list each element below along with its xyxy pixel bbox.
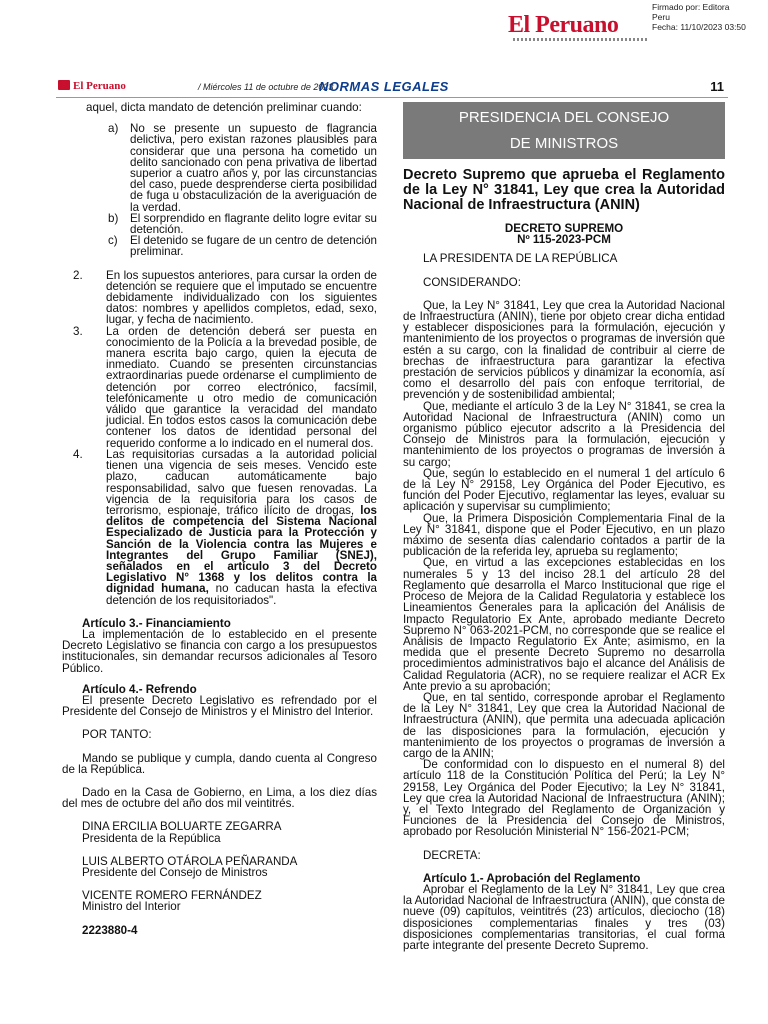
considerando-paragraph: Que, la Ley N° 31841, Ley que crea la Autoridad Nacional de Infraestructura (ANIN), tiene por objeto crear dicha entidad y establecer disposiciones para la formulación, ejecución y mantenimiento de los proyectos o programas de inversión que estén a su cargo, con la finalidad de contribuir al cierre de brechas de infraestructura para garantizar la efectiva prestación de servicios públicos y dinamizar la economía, así como el desarrollo del país con enfoque territorial, de prevención y de sostenibilidad ambiental; — [403, 298, 725, 402]
considerando-paragraph: Que, la Primera Disposición Complementaria Final de la Ley N° 31841, dispone que el Poder Ejecutivo, en un plazo máximo de sesenta días calendario contados a partir de la publicación de la referida ley, aprueba su reglamento; — [403, 511, 725, 559]
coat-of-arms-icon — [58, 80, 70, 90]
banner-line: DE MINISTROS — [509, 135, 619, 152]
article-4-title: Artículo 4.- Refrendo — [82, 682, 197, 696]
article-3-title: Artículo 3.- Financiamiento — [82, 616, 231, 630]
numbered-item-2: 2. En los supuestos anteriores, para cursar la orden de detención se requiere que el imputado se encuentre debidamente individualizado con los siguientes datos: nombres y apellidos completos, edad, sexo, lugar, y fecha de nacimiento. — [73, 268, 377, 327]
considerando-label: CONSIDERANDO: — [423, 275, 521, 289]
numbered-item-3: 3. La orden de detención deberá ser puesta en conocimiento de la Policía a la brevedad posible, de manera escrita bajo cargo, quien la ejecuta de inmediato. Cuando se presenten circunstancias extraordinarias puede ordenarse el cumplimiento de detención por correo electrónico, facsímil, telefónicamente u otro medio de comunicación válido que garantice la veracidad del mandato judicial. En todos estos casos la comunicación debe contener los datos de identidad personal del requerido conforme a lo indicado en el numeral dos. — [73, 324, 377, 450]
right-column — [403, 102, 725, 951]
signature-line: Firmado por: Editora — [652, 2, 730, 12]
article-3-text: La implementación de lo establecido en el presente Decreto Legislativo se financia con cargo a los presupuestos institucionales, sin demandar recursos adicionales al Tesoro Público. — [62, 627, 377, 675]
header-logo-text: El Peruano — [73, 80, 126, 92]
top-bar — [0, 0, 768, 50]
signature-line: Fecha: 11/10/2023 03:50 — [652, 22, 746, 32]
signatory-name: DINA ERCILIA BOLUARTE ZEGARRA — [82, 820, 282, 834]
intro-text: aquel, dicta mandato de detención preliminar cuando: — [86, 101, 362, 114]
decree-number: Nº 115-2023-PCM — [517, 233, 611, 247]
sub-item-a: a) No se presente un supuesto de flagrancia delictiva, pero existan razones plausibles para considerar que una persona ha cometido un delito sancionado con pena privativa de libertad superior a cuatro años y, por las circunstancias del caso, puede desprenderse cierta posibilidad de fuga u obstaculización de la averiguación de la verdad. — [108, 122, 377, 214]
article-4-text: El presente Decreto Legislativo es refrendado por el Presidente del Consejo de Ministros y el Ministro del Interior. — [62, 693, 377, 719]
sub-item-c: c) El detenido se fugare de un centro de detención preliminar. — [108, 234, 377, 259]
por-tanto: POR TANTO: — [82, 728, 152, 742]
left-column — [62, 102, 377, 936]
decree-label: DECRETO SUPREMO — [504, 222, 624, 235]
signature-line: Peru — [652, 12, 670, 22]
numbered-item-4: 4. Las requisitorias cursadas a la autoridad policial tienen una vigencia de seis meses. Vencido este plazo, caducan automáticamente bajo responsabilidad, salvo que fuesen renovadas. La vigencia de la requisitoria para los casos de terrorismo, espionaje, tráfico ilícito de drogas, los delitos de competencia del Sistema Nacional Especializado de Justicia para la Protección y Sanción de la Violencia contra las Mujeres e Integrantes del Grupo Familiar (SNEJ), señalados en el artículo 3 del Decreto Legislativo N° 1368 y los delitos contra la dignidad humana, no caducan hasta la efectiva detención de los requisitoriados". — [73, 447, 377, 607]
considerando-paragraph: Que, según lo establecido en el numeral 1 del artículo 6 de la Ley N° 29158, Ley Orgánica del Poder Ejecutivo, es función del Poder Ejecutivo, reglamentar las leyes, evaluar su aplicación y supervisar su cumplimiento; — [403, 466, 725, 514]
decreta-label: DECRETA: — [423, 848, 481, 862]
publication-code: 2223880-4 — [82, 923, 138, 937]
el-peruano-logo: El Peruano — [508, 12, 619, 38]
logo-underline — [513, 38, 647, 41]
header-logo — [58, 80, 126, 92]
decree-title: Decreto Supremo que aprueba el Reglamento de la Ley N° 31841, Ley que crea la Autoridad Nacional de Infraestructura (ANIN) — [403, 167, 725, 213]
sub-item-b: b) El sorprendido en flagrante delito logre evitar su detención. — [108, 211, 377, 237]
presidenta-line: LA PRESIDENTA DE LA REPÚBLICA — [423, 252, 618, 266]
considerando-paragraph: De conformidad con lo dispuesto en el numeral 8) del artículo 118 de la Constitución Política del Perú; la Ley N° 29158, Ley Orgánica del Poder Ejecutivo; la Ley N° 31841, Ley que crea la Autoridad Nacional de Infraestructura (ANIN); y, el Texto Integrado del Reglamento de Organización y Funciones de la Presidencia del Consejo de Ministros, aprobado por Resolución Ministerial N° 156-2021-PCM; — [403, 758, 725, 839]
header-title: NORMAS LEGALES — [319, 79, 449, 94]
signatory-role: Presidente del Consejo de Ministros — [82, 865, 268, 879]
header-date: / Miércoles 11 de octubre de 2023 — [198, 82, 334, 92]
dado-text: Dado en la Casa de Gobierno, en Lima, a los diez días del mes de octubre del año dos mil veintitrés. — [62, 785, 377, 811]
signatory-role: Ministro del Interior — [82, 900, 181, 914]
page-number: 11 — [710, 79, 724, 94]
signatory-name: LUIS ALBERTO OTÁROLA PEÑARANDA — [82, 854, 298, 868]
section-banner — [403, 102, 725, 159]
page-header — [56, 76, 728, 98]
considerando-paragraph: Que, en tal sentido, corresponde aprobar el Reglamento de la Ley N° 31841, Ley que crea la Autoridad Nacional de Infraestructura (ANIN), que permita una adecuada aplicación de las disposiciones para la formulación, ejecución y mantenimiento de los proyectos o programas de inversión a cargo de la ANIN; — [403, 690, 725, 760]
considerando-paragraph: Que, mediante el artículo 3 de la Ley N° 31841, se crea la Autoridad Nacional de Infraestructura (ANIN) como un organismo público ejecutor adscrito a la Presidencia del Consejo de Ministros para la formulación, ejecución y mantenimiento de los proyectos o programas de inversión a su cargo; — [403, 399, 725, 469]
banner-line: PRESIDENCIA DEL CONSEJO — [458, 109, 670, 126]
considerando-paragraph: Que, en virtud a las excepciones establecidas en los numerales 5 y 13 del inciso 28.1 del artículo 28 del Reglamento que desarrolla el Marco Institucional que rige el Proceso de Mejora de la Calidad Regulatoria y establece los Lineamientos Generales para la aplicación del Análisis de Impacto Regulatorio Ex Ante, aprobado mediante Decreto Supremo N° 063-2021-PCM, no corresponde que se realice el Análisis de Impacto Regulatorio Ex Ante; asimismo, en la medida que el presente Decreto Supremo no desarrolla procedimientos administrativos bajo el alcance del Análisis de Calidad Regulatoria (ACR), no se requiere realizar el ACR Ex Ante previo a su aprobación; — [403, 556, 725, 693]
header-rule — [56, 97, 728, 98]
article-1-text: Aprobar el Reglamento de la Ley N° 31841, Ley que crea la Autoridad Nacional de Infraestructura (ANIN), que consta de nueve (09) capítulos, veintitrés (23) artículos, dieciocho (18) disposiciones complementarias finales y tres (03) disposiciones complementarias transitorias, el cual forma parte integrante del presente Decreto Supremo. — [403, 882, 725, 952]
digital-signature — [652, 2, 746, 32]
mando-text: Mando se publique y cumpla, dando cuenta al Congreso de la República. — [62, 751, 377, 776]
article-1-title: Artículo 1.- Aprobación del Reglamento — [423, 871, 641, 885]
signatory-role: Presidenta de la República — [82, 831, 221, 845]
signatory-name: VICENTE ROMERO FERNÁNDEZ — [82, 889, 262, 903]
